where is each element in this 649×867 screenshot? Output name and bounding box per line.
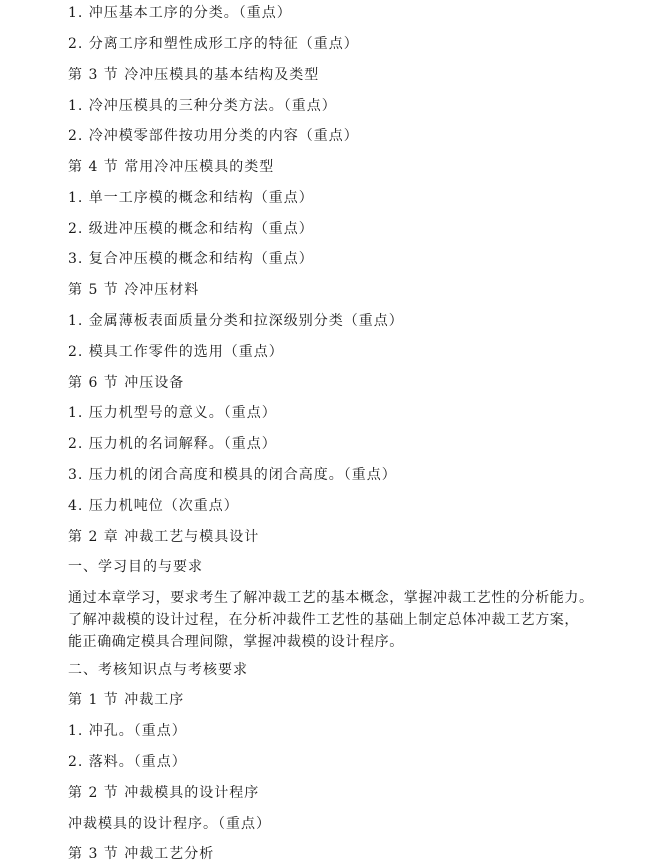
list-item: 1. 压力机型号的意义。（重点）: [68, 405, 277, 421]
subsection-heading: 一、学习目的与要求: [68, 559, 203, 575]
paragraph-line: 通过本章学习，要求考生了解冲裁工艺的基本概念，掌握冲裁工艺性的分析能力。: [68, 590, 594, 606]
list-item: 冲裁模具的设计程序。（重点）: [68, 816, 271, 832]
list-item: 4. 压力机吨位（次重点）: [68, 498, 239, 514]
section-heading: 第 4 节 常用冷冲压模具的类型: [68, 159, 275, 175]
list-item: 3. 复合冲压模的概念和结构（重点）: [68, 251, 314, 267]
list-item: 1. 冷冲压模具的三种分类方法。（重点）: [68, 98, 337, 114]
list-item: 2. 模具工作零件的选用（重点）: [68, 344, 284, 360]
section-heading: 第 3 节 冷冲压模具的基本结构及类型: [68, 67, 320, 83]
list-item: 2. 落料。（重点）: [68, 754, 187, 770]
subsection-heading: 二、考核知识点与考核要求: [68, 662, 248, 678]
section-heading: 第 2 节 冲裁模具的设计程序: [68, 785, 260, 801]
section-heading: 第 1 节 冲裁工序: [68, 692, 185, 708]
list-item: 1. 单一工序模的概念和结构（重点）: [68, 190, 314, 206]
body-paragraph: [68, 587, 642, 653]
list-item: 2. 级进冲压模的概念和结构（重点）: [68, 221, 314, 237]
list-item: 1. 金属薄板表面质量分类和拉深级别分类（重点）: [68, 313, 404, 329]
section-heading: 第 6 节 冲压设备: [68, 375, 185, 391]
section-heading: 第 3 节 冲裁工艺分析: [68, 846, 215, 862]
list-item: 2. 分离工序和塑性成形工序的特征（重点）: [68, 36, 359, 52]
list-item: 2. 冷冲模零部件按功用分类的内容（重点）: [68, 128, 359, 144]
list-item: 1. 冲压基本工序的分类。（重点）: [68, 5, 292, 21]
list-item: 2. 压力机的名词解释。（重点）: [68, 436, 277, 452]
list-item: 3. 压力机的闭合高度和模具的闭合高度。（重点）: [68, 467, 397, 483]
chapter-heading: 第 2 章 冲裁工艺与模具设计: [68, 529, 260, 545]
paragraph-line: 能正确确定模具合理间隙，掌握冲裁模的设计程序。: [68, 634, 404, 650]
section-heading: 第 5 节 冷冲压材料: [68, 282, 200, 298]
list-item: 1. 冲孔。（重点）: [68, 723, 187, 739]
paragraph-line: 了解冲裁模的设计过程，在分析冲裁件工艺性的基础上制定总体冲裁工艺方案，: [68, 612, 579, 628]
